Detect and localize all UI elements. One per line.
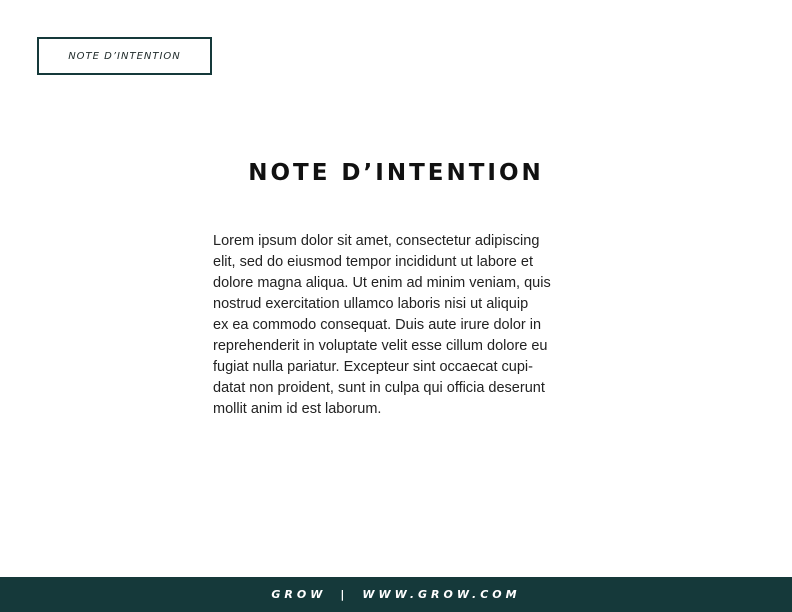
page-title: NOTE D’INTENTION [248,160,544,186]
body-line: mollit anim id est laborum. [213,401,382,417]
body-line: ex ea commodo consequat. Duis aute irure dolor in [213,317,542,333]
body-line: dolore magna aliqua. Ut enim ad minim veniam, quis [213,275,551,291]
body-line: nostrud exercitation ullamco laboris nisi ut aliquip [213,296,529,312]
footer-separator: | [340,588,349,601]
footer-content [271,588,520,601]
body-line: datat non proident, sunt in culpa qui officia deserunt [213,380,545,396]
body-line: fugiat nulla pariatur. Excepteur sint occaecat cupi- [213,359,533,375]
body-paragraph [213,231,579,420]
section-tag-label: NOTE D’INTENTION [68,50,181,62]
footer-brand: GROW [271,588,327,601]
body-line: elit, sed do eiusmod tempor incididunt ut labore et [213,254,533,270]
footer-bar [0,577,792,612]
body-line: Lorem ipsum dolor sit amet, consectetur adipiscing [213,233,540,249]
footer-website-link[interactable]: WWW.GROW.COM [362,588,521,601]
section-tag [37,37,212,75]
body-line: reprehenderit in voluptate velit esse cillum dolore eu [213,338,548,354]
